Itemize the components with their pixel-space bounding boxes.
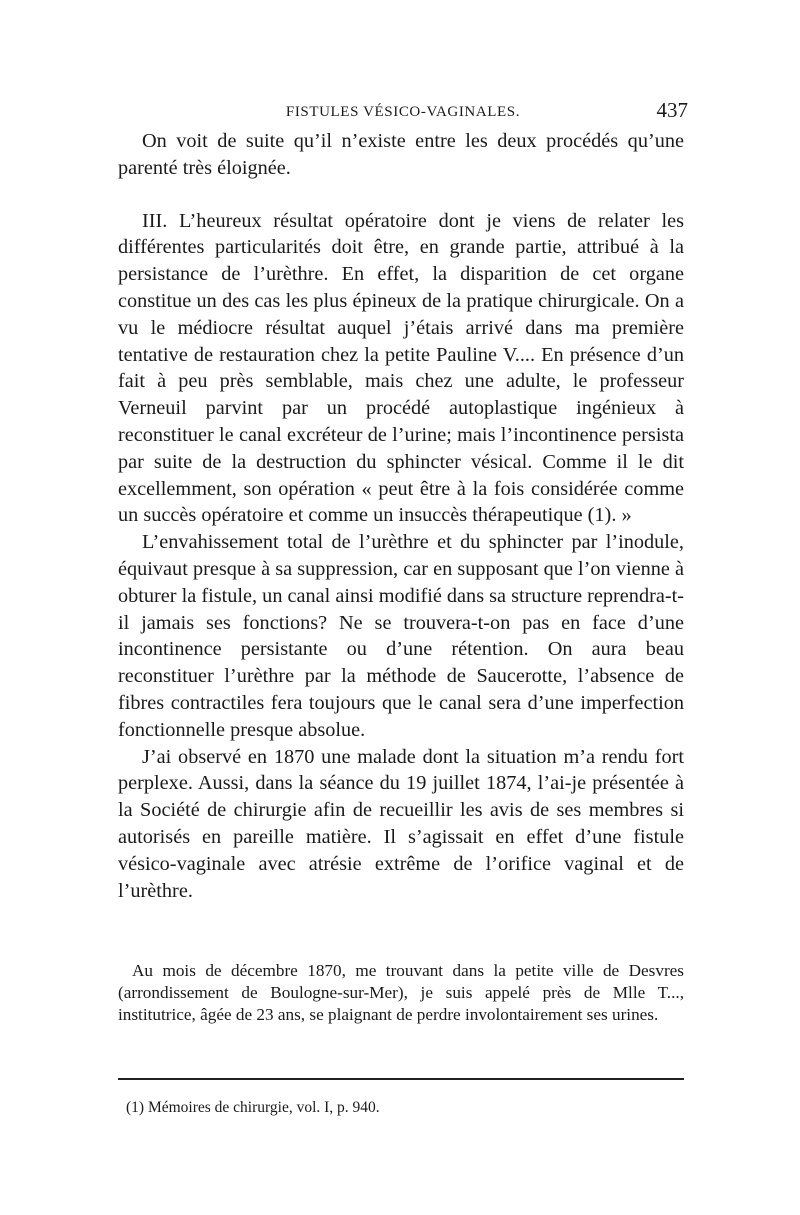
footnote: (1) Mémoires de chirurgie, vol. I, p. 940. <box>126 1099 380 1116</box>
case-note-text: Au mois de décembre 1870, me trouvant dans la petite ville de Desvres (arrondissement de Boulogne-sur-Mer), je suis appelé près de Mlle T..., institutrice, âgée de 23 ans, se plaignant de perdre involontairement ses urines. <box>118 961 684 1025</box>
running-title: FISTULES VÉSICO-VAGINALES. <box>285 104 521 120</box>
body-text <box>118 128 684 904</box>
paragraph-intro: On voit de suite qu’il n’existe entre les deux procédés qu’une parenté très éloignée. <box>118 130 684 179</box>
paragraph-observation: J’ai observé en 1870 une malade dont la situation m’a rendu fort perplexe. Aussi, dans la séance du 19 juillet 1874, l’ai-je présentée à la Société de chirurgie afin de recueillir les avis de ses membres si autorisés en pareille matière. Il s’agissait en effet d’une fistule vésico-vaginale avec atrésie extrême de l’orifice vaginal et de l’urèthre. <box>118 745 684 902</box>
footnote-divider <box>118 1078 684 1080</box>
case-note <box>118 960 684 1027</box>
paragraph-envahissement: L’envahissement total de l’urèthre et du sphincter par l’inodule, équivaut presque à sa suppression, car en supposant que l’on vienne à obturer la fistule, un canal ainsi modifié dans sa structure reprendra-t-il jamais ses fonctions? Ne se trouvera-t-on pas en face d’une incontinence persistante ou d’une rétention. On aura beau reconstituer l’urèthre par la méthode de Saucerotte, l’absence de fibres contractiles fera toujours que le canal sera d’une imperfection fonctionnelle presque absolue. <box>118 531 684 741</box>
page-number: 437 <box>656 98 688 122</box>
paragraph-section-iii: III. L’heureux résultat opératoire dont je viens de relater les différentes particularités doit être, en grande partie, attribué à la persistance de l’urèthre. En effet, la disparition de cet organe constitue un des cas les plus épineux de la pratique chirurgicale. On a vu le médiocre résultat auquel j’étais arrivé dans ma première tentative de restauration chez la petite Pauline V.... En présence d’un fait à peu près semblable, mais chez une adulte, le professeur Verneuil parvint par un procédé autoplastique ingénieux à reconstituer le canal excréteur de l’urine; mais l’incontinence persista par suite de la destruction du sphincter vésical. Comme il le dit excellemment, son opération « peut être à la fois considérée comme un succès opératoire et comme un insuccès thérapeutique (1). » <box>118 209 684 527</box>
running-head <box>118 98 688 128</box>
